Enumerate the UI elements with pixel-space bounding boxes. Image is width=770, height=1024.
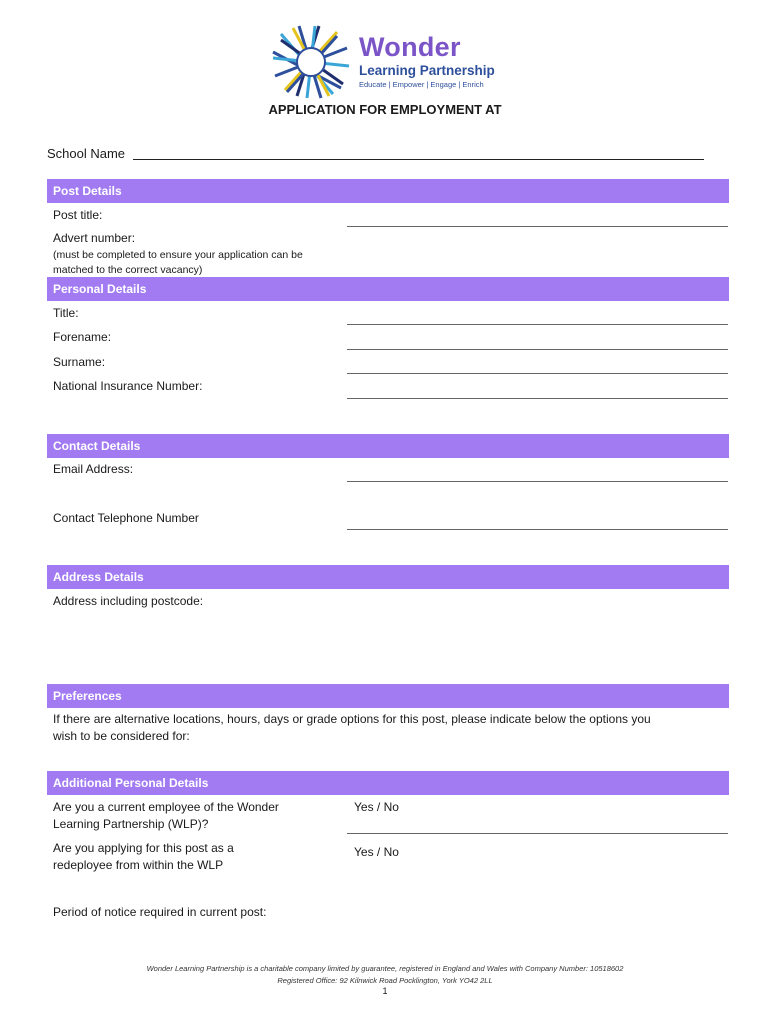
notice-period-label: Period of notice required in current post: (53, 905, 267, 919)
phone-label: Contact Telephone Number (53, 511, 199, 525)
address-label: Address including postcode: (53, 594, 204, 608)
q1-label-line-1: Are you a current employee of the Wonder (53, 800, 279, 814)
section-header-address-details: Address Details (47, 565, 729, 589)
email-field[interactable] (347, 481, 728, 482)
footer-company-info: Wonder Learning Partnership is a charitable company limited by guarantee, registered in England and Wales with Company Number: 10518602 (146, 964, 624, 973)
surname-field[interactable] (347, 373, 728, 374)
advert-note-line-2: matched to the correct vacancy) (53, 264, 203, 276)
logo-tagline: Educate | Empower | Engage | Enrich (359, 80, 484, 89)
school-name-field[interactable] (133, 159, 704, 160)
q1-label-line-2: Learning Partnership (WLP)? (53, 817, 209, 831)
phone-field[interactable] (347, 529, 728, 530)
section-header-personal-details: Personal Details (47, 277, 729, 301)
logo-subtitle: Learning Partnership (359, 63, 495, 78)
title-field[interactable] (347, 324, 728, 325)
ni-number-label: National Insurance Number: (53, 379, 203, 393)
school-name-label: School Name (47, 146, 126, 161)
email-label: Email Address: (53, 462, 134, 476)
preferences-text-line-2: wish to be considered for: (53, 729, 190, 743)
title-label: Title: (53, 306, 79, 320)
q2-label-line-2: redeployee from within the WLP (53, 858, 224, 872)
section-header-additional-details: Additional Personal Details (47, 771, 729, 795)
preferences-text-line-1: If there are alternative locations, hours, days or grade options for this post, please indicate below the options you (53, 712, 651, 726)
section-header-post-details: Post Details (47, 179, 729, 203)
advert-number-label: Advert number: (53, 231, 136, 245)
advert-note-line-1: (must be completed to ensure your application can be (53, 249, 303, 261)
q2-label-line-1: Are you applying for this post as a (53, 841, 234, 855)
post-title-field[interactable] (347, 226, 728, 227)
section-header-contact-details: Contact Details (47, 434, 729, 458)
q1-yes-no[interactable]: Yes / No (354, 800, 399, 814)
surname-label: Surname: (53, 355, 106, 369)
forename-field[interactable] (347, 349, 728, 350)
q2-yes-no[interactable]: Yes / No (354, 845, 399, 859)
q1-field[interactable] (347, 833, 728, 834)
forename-label: Forename: (53, 330, 112, 344)
post-title-label: Post title: (53, 208, 103, 222)
logo-wordmark: Wonder (359, 32, 461, 62)
section-header-preferences: Preferences (47, 684, 729, 708)
logo-starburst-icon (268, 24, 354, 100)
page-number: 1 (382, 986, 388, 996)
ni-number-field[interactable] (347, 398, 728, 399)
page-title: APPLICATION FOR EMPLOYMENT AT (268, 102, 502, 117)
footer-registered-office: Registered Office: 92 Kilnwick Road Pocklington, York YO42 2LL (277, 976, 493, 985)
logo (268, 24, 508, 100)
